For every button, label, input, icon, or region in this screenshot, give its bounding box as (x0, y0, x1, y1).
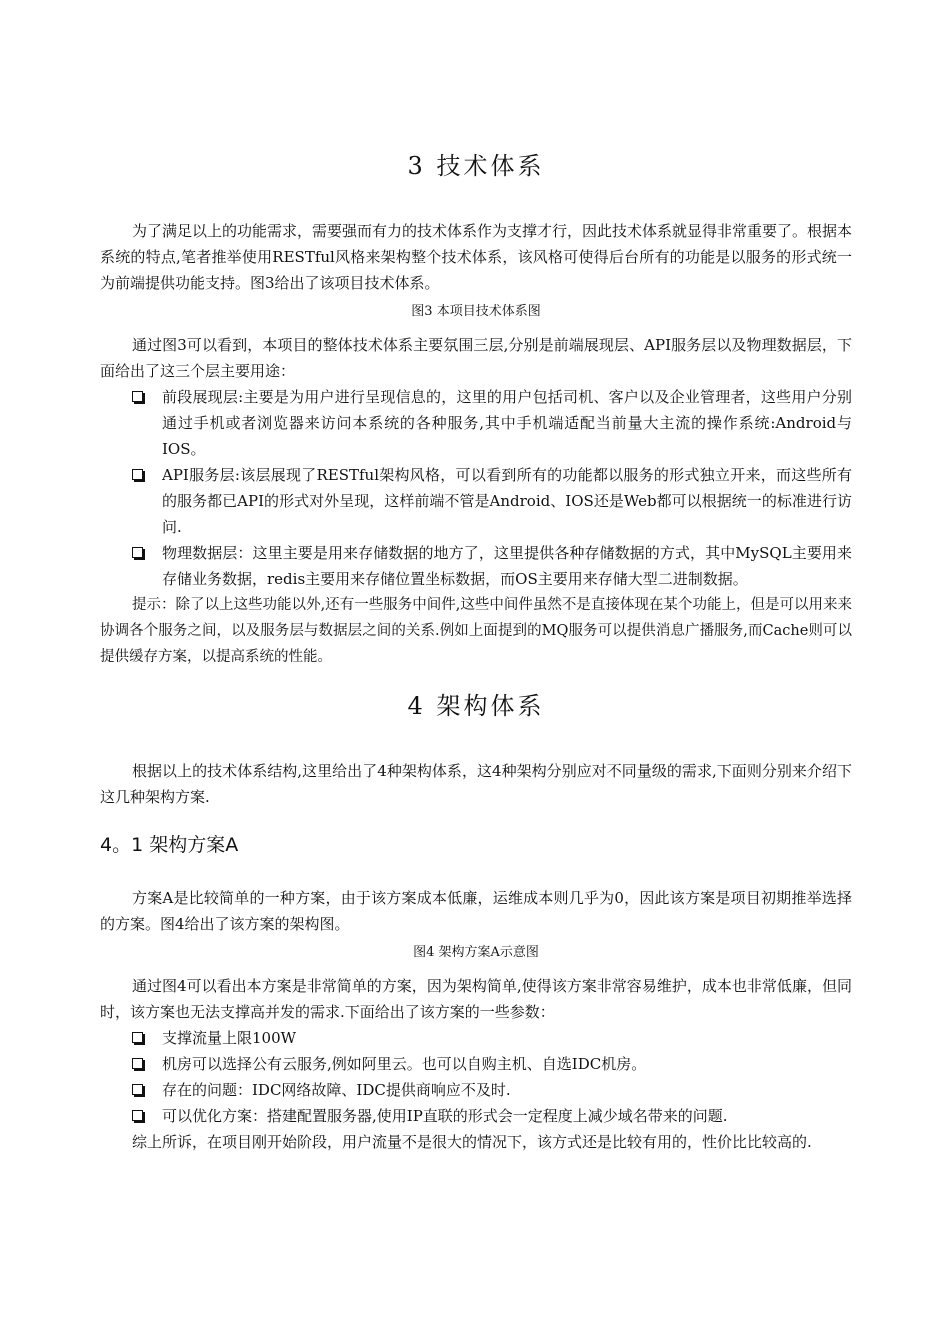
list-item-text: 前段展现层:主要是为用户进行呈现信息的，这里的用户包括司机、客户以及企业管理者，这些用户分别通过手机或者浏览器来访问本系统的各种服务,其中手机端适配当前量大主流的操作系统:Android与IOS。 (162, 388, 852, 458)
conclusion-paragraph: 综上所诉，在项目刚开始阶段，用户流量不是很大的情况下，该方式还是比较有用的，性价比比较高的. (132, 1133, 812, 1151)
list-item (100, 384, 852, 462)
checkbox-bullet-icon (132, 1084, 143, 1095)
list-item-text: 存在的问题：IDC网络故障、IDC提供商响应不及时. (162, 1081, 511, 1099)
list-item (100, 1051, 852, 1077)
section-3-title: 3 技术体系 (407, 152, 545, 180)
list-item-text: 支撑流量上限100W (162, 1029, 297, 1047)
section-4-intro-paragraph: 根据以上的技术体系结构,这里给出了4种架构体系，这4种架构分别应对不同量级的需求,下面则分别来介绍下这几种架构方案. (100, 762, 852, 806)
checkbox-bullet-icon (132, 469, 143, 480)
document-page (100, 0, 852, 1155)
list-item (100, 1077, 852, 1103)
layers-list (100, 384, 852, 592)
checkbox-bullet-icon (132, 547, 143, 558)
figure-3-caption: 图3 本项目技术体系图 (411, 304, 541, 319)
figure-4-caption: 图4 架构方案A示意图 (413, 945, 539, 960)
list-item-text: 机房可以选择公有云服务,例如阿里云。也可以自购主机、自选IDC机房。 (162, 1055, 647, 1073)
subsection-4-1-intro-paragraph: 方案A是比较简单的一种方案，由于该方案成本低廉，运维成本则几乎为0，因此该方案是项目初期推举选择的方案。图4给出了该方案的架构图。 (100, 889, 852, 933)
section-3-intro-paragraph: 为了满足以上的功能需求，需要强而有力的技术体系作为支撑才行，因此技术体系就显得非常重要了。根据本系统的特点,笔者推举使用RESTful风格来架构整个技术体系，该风格可使得后台所有的功能是以服务的形式统一为前端提供功能支持。图3给出了该项目技术体系。 (100, 222, 853, 292)
checkbox-bullet-icon (132, 1110, 143, 1121)
section-4-title: 4 架构体系 (407, 692, 545, 720)
checkbox-bullet-icon (132, 1032, 143, 1043)
list-item (100, 1025, 852, 1051)
section-3-layers-paragraph: 通过图3可以看到，本项目的整体技术体系主要氛围三层,分别是前端展现层、API服务层以及物理数据层，下面给出了这三个层主要用途： (100, 336, 852, 380)
list-item (100, 462, 852, 540)
subsection-4-1-parameters-paragraph: 通过图4可以看出本方案是非常简单的方案，因为架构简单,使得该方案非常容易维护，成本也非常低廉，但同时，该方案也无法支撑高并发的需求.下面给出了该方案的一些参数： (100, 977, 852, 1021)
checkbox-bullet-icon (132, 1058, 143, 1069)
list-item-text: 可以优化方案：搭建配置服务器,使用IP直联的形式会一定程度上减少域名带来的问题. (162, 1107, 728, 1125)
list-item-text: API服务层:该层展现了RESTful架构风格，可以看到所有的功能都以服务的形式独立开来，而这些所有的服务都已API的形式对外呈现，这样前端不管是Android、IOS还是Web都可以根据统一的标准进行访问. (162, 466, 852, 536)
list-item (100, 1103, 852, 1129)
hint-paragraph: 提示：除了以上这些功能以外,还有一些服务中间件,这些中间件虽然不是直接体现在某个功能上，但是可以用来来协调各个服务之间，以及服务层与数据层之间的关系.例如上面提到的MQ服务可以提供消息广播服务,而Cache则可以提供缓存方案，以提高系统的性能。 (100, 597, 852, 665)
subsection-4-1-title: 4。1 架构方案A (100, 834, 239, 856)
checkbox-bullet-icon (132, 391, 143, 402)
parameters-list (100, 1025, 852, 1129)
list-item-text: 物理数据层：这里主要是用来存储数据的地方了，这里提供各种存储数据的方式，其中MySQL主要用来存储业务数据，redis主要用来存储位置坐标数据，而OS主要用来存储大型二进制数据。 (162, 544, 852, 588)
list-item (100, 540, 852, 592)
